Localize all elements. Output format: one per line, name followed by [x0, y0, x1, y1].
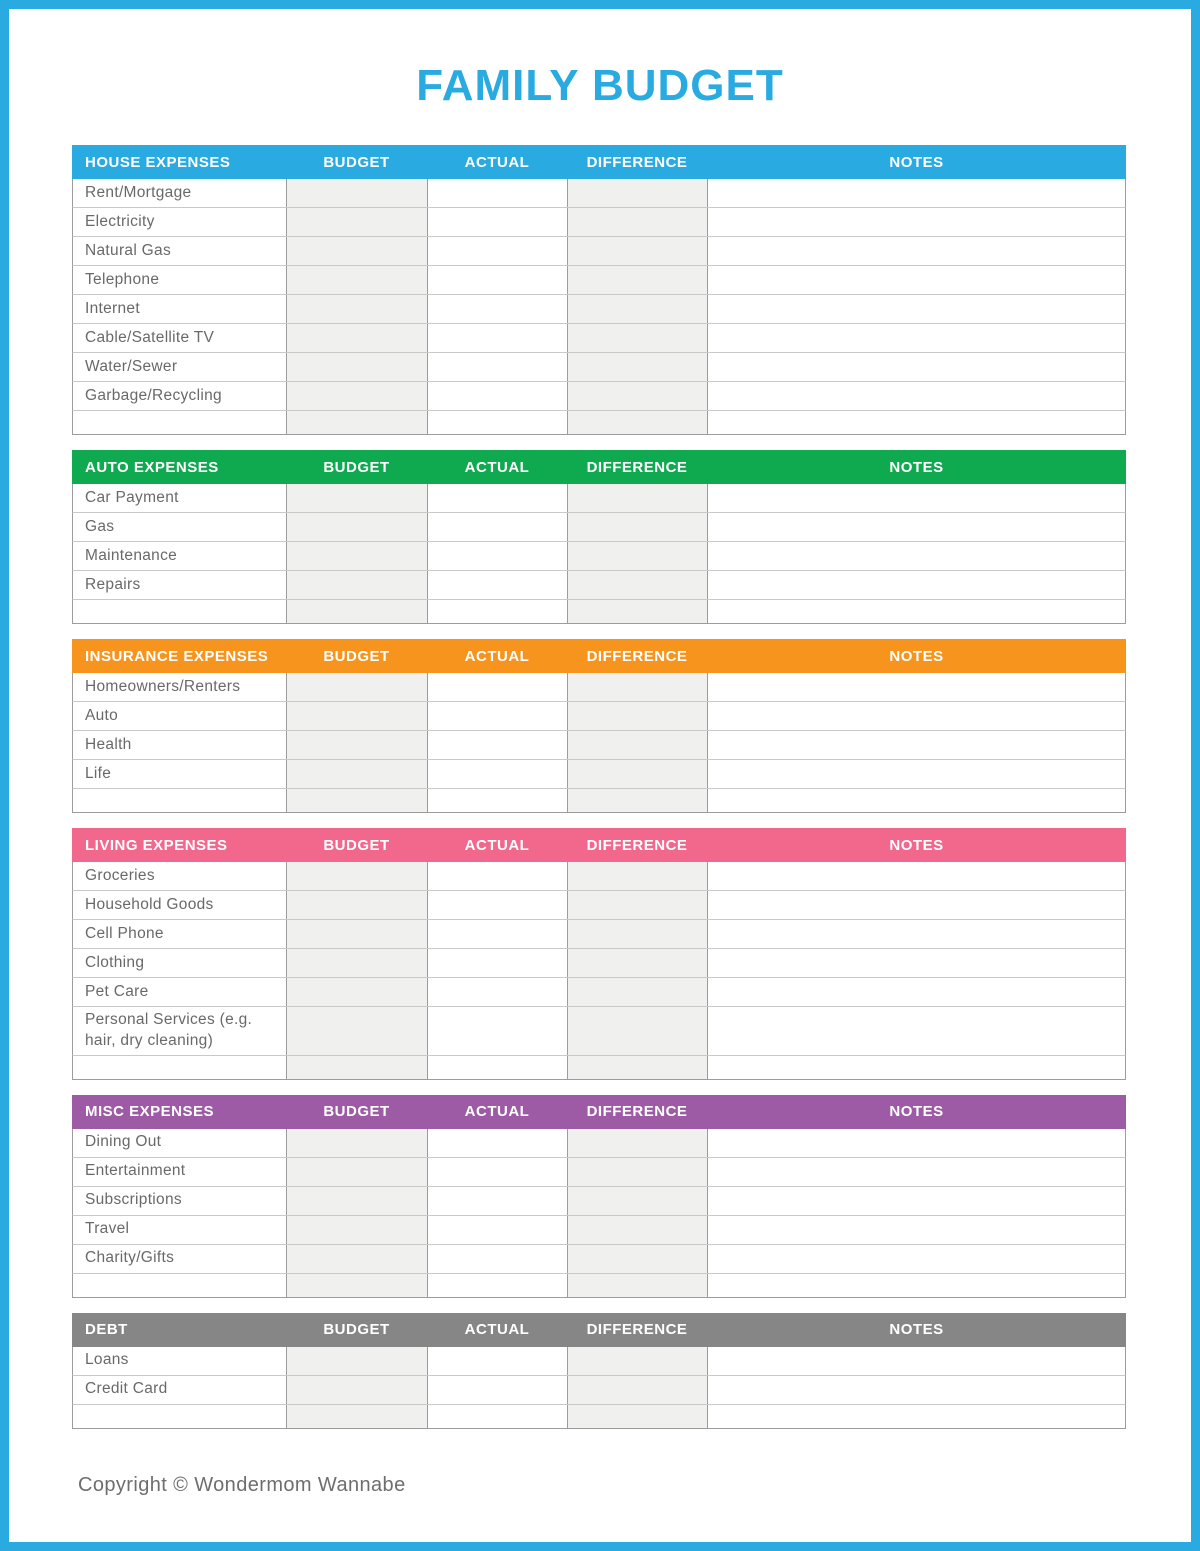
- budget-sections: [72, 145, 1126, 1429]
- difference-cell: [568, 1056, 708, 1079]
- actual-cell: [428, 513, 568, 541]
- section-auto-expenses: [72, 450, 1126, 624]
- actual-cell: [428, 731, 568, 759]
- table-row: [72, 1347, 1126, 1376]
- table-row: [72, 702, 1126, 731]
- column-header-notes: NOTES: [889, 1321, 944, 1339]
- actual-cell: [428, 1056, 568, 1079]
- difference-cell: [568, 484, 708, 512]
- section-title: LIVING EXPENSES: [85, 836, 228, 854]
- column-header-notes: NOTES: [889, 1103, 944, 1121]
- actual-cell: [428, 1129, 568, 1157]
- actual-cell: [428, 542, 568, 570]
- expense-label: Entertainment: [73, 1158, 287, 1186]
- empty-row: [72, 600, 1126, 624]
- budget-cell: [287, 731, 428, 759]
- budget-cell: [287, 978, 428, 1006]
- expense-label: Car Payment: [73, 484, 287, 512]
- budget-cell: [287, 1274, 428, 1297]
- expense-label: Internet: [73, 295, 287, 323]
- expense-label: Health: [73, 731, 287, 759]
- difference-cell: [568, 1347, 708, 1375]
- notes-cell: [708, 266, 1125, 294]
- column-header-actual: ACTUAL: [464, 647, 530, 665]
- difference-cell: [568, 571, 708, 599]
- notes-cell: [708, 949, 1125, 977]
- difference-cell: [568, 513, 708, 541]
- difference-cell: [568, 1187, 708, 1215]
- budget-cell: [287, 891, 428, 919]
- expense-label: [73, 1405, 287, 1428]
- difference-cell: [568, 978, 708, 1006]
- budget-cell: [287, 324, 428, 352]
- table-row: [72, 513, 1126, 542]
- actual-cell: [428, 1347, 568, 1375]
- expense-label: Personal Services (e.g. hair, dry cleaning): [73, 1007, 287, 1055]
- expense-label: Homeowners/Renters: [73, 673, 287, 701]
- empty-row: [72, 1274, 1126, 1298]
- column-header-budget: BUDGET: [323, 1103, 390, 1121]
- section-header: [72, 828, 1126, 862]
- notes-cell: [708, 1376, 1125, 1404]
- section-title: AUTO EXPENSES: [85, 458, 219, 476]
- budget-cell: [287, 382, 428, 410]
- empty-row: [72, 789, 1126, 813]
- budget-cell: [287, 295, 428, 323]
- difference-cell: [568, 702, 708, 730]
- budget-cell: [287, 1245, 428, 1273]
- budget-cell: [287, 571, 428, 599]
- notes-cell: [708, 513, 1125, 541]
- column-header-difference: DIFFERENCE: [586, 153, 688, 171]
- table-row: [72, 295, 1126, 324]
- budget-cell: [287, 862, 428, 890]
- table-row: [72, 978, 1126, 1007]
- budget-cell: [287, 1347, 428, 1375]
- expense-label: [73, 1274, 287, 1297]
- section-title: INSURANCE EXPENSES: [85, 647, 269, 665]
- notes-cell: [708, 673, 1125, 701]
- budget-cell: [287, 673, 428, 701]
- notes-cell: [708, 411, 1125, 434]
- budget-cell: [287, 411, 428, 434]
- budget-cell: [287, 1405, 428, 1428]
- notes-cell: [708, 382, 1125, 410]
- column-header-notes: NOTES: [889, 647, 944, 665]
- column-header-budget: BUDGET: [323, 647, 390, 665]
- column-header-notes: NOTES: [889, 458, 944, 476]
- table-row: [72, 1129, 1126, 1158]
- difference-cell: [568, 1216, 708, 1244]
- expense-label: Loans: [73, 1347, 287, 1375]
- difference-cell: [568, 266, 708, 294]
- budget-cell: [287, 1216, 428, 1244]
- copyright-text: Copyright © Wondermom Wannabe: [78, 1473, 406, 1496]
- section-header: [72, 1095, 1126, 1129]
- budget-cell: [287, 1129, 428, 1157]
- expense-label: Credit Card: [73, 1376, 287, 1404]
- actual-cell: [428, 353, 568, 381]
- actual-cell: [428, 1245, 568, 1273]
- notes-cell: [708, 1158, 1125, 1186]
- notes-cell: [708, 600, 1125, 623]
- notes-cell: [708, 324, 1125, 352]
- notes-cell: [708, 891, 1125, 919]
- notes-cell: [708, 1187, 1125, 1215]
- section-title: MISC EXPENSES: [85, 1103, 215, 1121]
- budget-cell: [287, 353, 428, 381]
- table-row: [72, 920, 1126, 949]
- expense-label: Auto: [73, 702, 287, 730]
- budget-cell: [287, 600, 428, 623]
- column-header-budget: BUDGET: [323, 153, 390, 171]
- actual-cell: [428, 789, 568, 812]
- notes-cell: [708, 295, 1125, 323]
- actual-cell: [428, 978, 568, 1006]
- budget-cell: [287, 266, 428, 294]
- notes-cell: [708, 731, 1125, 759]
- budget-cell: [287, 208, 428, 236]
- expense-label: Cell Phone: [73, 920, 287, 948]
- expense-label: Life: [73, 760, 287, 788]
- section-title: HOUSE EXPENSES: [85, 153, 231, 171]
- table-row: [72, 731, 1126, 760]
- column-header-actual: ACTUAL: [464, 153, 530, 171]
- actual-cell: [428, 179, 568, 207]
- section-header: [72, 450, 1126, 484]
- notes-cell: [708, 1129, 1125, 1157]
- difference-cell: [568, 208, 708, 236]
- section-living-expenses: [72, 828, 1126, 1080]
- actual-cell: [428, 571, 568, 599]
- column-header-actual: ACTUAL: [464, 1321, 530, 1339]
- budget-cell: [287, 1158, 428, 1186]
- expense-label: Groceries: [73, 862, 287, 890]
- expense-label: Water/Sewer: [73, 353, 287, 381]
- notes-cell: [708, 208, 1125, 236]
- expense-label: [73, 789, 287, 812]
- actual-cell: [428, 1007, 568, 1055]
- expense-label: Charity/Gifts: [73, 1245, 287, 1273]
- column-header-budget: BUDGET: [323, 458, 390, 476]
- difference-cell: [568, 1405, 708, 1428]
- difference-cell: [568, 179, 708, 207]
- column-header-difference: DIFFERENCE: [586, 647, 688, 665]
- table-row: [72, 571, 1126, 600]
- difference-cell: [568, 1245, 708, 1273]
- expense-label: Telephone: [73, 266, 287, 294]
- notes-cell: [708, 920, 1125, 948]
- table-row: [72, 266, 1126, 295]
- expense-label: Electricity: [73, 208, 287, 236]
- notes-cell: [708, 760, 1125, 788]
- actual-cell: [428, 1376, 568, 1404]
- difference-cell: [568, 731, 708, 759]
- table-row: [72, 1007, 1126, 1056]
- budget-cell: [287, 1056, 428, 1079]
- difference-cell: [568, 862, 708, 890]
- section-house-expenses: [72, 145, 1126, 435]
- table-row: [72, 862, 1126, 891]
- actual-cell: [428, 1187, 568, 1215]
- column-header-difference: DIFFERENCE: [586, 1103, 688, 1121]
- actual-cell: [428, 891, 568, 919]
- column-header-difference: DIFFERENCE: [586, 836, 688, 854]
- actual-cell: [428, 1405, 568, 1428]
- section-header: [72, 639, 1126, 673]
- difference-cell: [568, 382, 708, 410]
- notes-cell: [708, 789, 1125, 812]
- expense-label: Gas: [73, 513, 287, 541]
- table-row: [72, 1216, 1126, 1245]
- table-row: [72, 1376, 1126, 1405]
- section-misc-expenses: [72, 1095, 1126, 1298]
- actual-cell: [428, 484, 568, 512]
- notes-cell: [708, 1274, 1125, 1297]
- table-row: [72, 673, 1126, 702]
- table-row: [72, 760, 1126, 789]
- expense-label: [73, 600, 287, 623]
- table-row: [72, 1245, 1126, 1274]
- actual-cell: [428, 702, 568, 730]
- actual-cell: [428, 1274, 568, 1297]
- notes-cell: [708, 353, 1125, 381]
- difference-cell: [568, 1274, 708, 1297]
- difference-cell: [568, 324, 708, 352]
- budget-cell: [287, 179, 428, 207]
- budget-cell: [287, 484, 428, 512]
- difference-cell: [568, 1376, 708, 1404]
- difference-cell: [568, 1129, 708, 1157]
- actual-cell: [428, 324, 568, 352]
- column-header-budget: BUDGET: [323, 836, 390, 854]
- actual-cell: [428, 760, 568, 788]
- actual-cell: [428, 862, 568, 890]
- expense-label: Garbage/Recycling: [73, 382, 287, 410]
- difference-cell: [568, 600, 708, 623]
- expense-label: Natural Gas: [73, 237, 287, 265]
- expense-label: Cable/Satellite TV: [73, 324, 287, 352]
- notes-cell: [708, 862, 1125, 890]
- budget-cell: [287, 760, 428, 788]
- column-header-difference: DIFFERENCE: [586, 458, 688, 476]
- actual-cell: [428, 949, 568, 977]
- budget-cell: [287, 702, 428, 730]
- column-header-notes: NOTES: [889, 836, 944, 854]
- expense-label: Household Goods: [73, 891, 287, 919]
- expense-label: Repairs: [73, 571, 287, 599]
- column-header-actual: ACTUAL: [464, 1103, 530, 1121]
- budget-cell: [287, 920, 428, 948]
- difference-cell: [568, 411, 708, 434]
- difference-cell: [568, 295, 708, 323]
- expense-label: [73, 1056, 287, 1079]
- notes-cell: [708, 237, 1125, 265]
- notes-cell: [708, 571, 1125, 599]
- difference-cell: [568, 891, 708, 919]
- budget-cell: [287, 513, 428, 541]
- table-row: [72, 542, 1126, 571]
- actual-cell: [428, 295, 568, 323]
- section-insurance-expenses: [72, 639, 1126, 813]
- difference-cell: [568, 760, 708, 788]
- expense-label: Dining Out: [73, 1129, 287, 1157]
- page-title: FAMILY BUDGET: [416, 61, 784, 110]
- column-header-actual: ACTUAL: [464, 458, 530, 476]
- actual-cell: [428, 1158, 568, 1186]
- table-row: [72, 1158, 1126, 1187]
- section-title: DEBT: [85, 1321, 128, 1339]
- difference-cell: [568, 789, 708, 812]
- actual-cell: [428, 208, 568, 236]
- actual-cell: [428, 411, 568, 434]
- difference-cell: [568, 920, 708, 948]
- notes-cell: [708, 542, 1125, 570]
- budget-cell: [287, 1187, 428, 1215]
- table-row: [72, 237, 1126, 266]
- section-header: [72, 145, 1126, 179]
- actual-cell: [428, 237, 568, 265]
- empty-row: [72, 411, 1126, 435]
- notes-cell: [708, 179, 1125, 207]
- notes-cell: [708, 1216, 1125, 1244]
- actual-cell: [428, 673, 568, 701]
- actual-cell: [428, 600, 568, 623]
- section-debt: [72, 1313, 1126, 1429]
- section-header: [72, 1313, 1126, 1347]
- expense-label: Maintenance: [73, 542, 287, 570]
- column-header-actual: ACTUAL: [464, 836, 530, 854]
- actual-cell: [428, 266, 568, 294]
- column-header-notes: NOTES: [889, 153, 944, 171]
- column-header-difference: DIFFERENCE: [586, 1321, 688, 1339]
- expense-label: Subscriptions: [73, 1187, 287, 1215]
- difference-cell: [568, 237, 708, 265]
- table-row: [72, 208, 1126, 237]
- budget-cell: [287, 1007, 428, 1055]
- budget-cell: [287, 789, 428, 812]
- budget-cell: [287, 949, 428, 977]
- actual-cell: [428, 382, 568, 410]
- difference-cell: [568, 353, 708, 381]
- notes-cell: [708, 702, 1125, 730]
- difference-cell: [568, 542, 708, 570]
- table-row: [72, 382, 1126, 411]
- notes-cell: [708, 1056, 1125, 1079]
- difference-cell: [568, 949, 708, 977]
- actual-cell: [428, 1216, 568, 1244]
- expense-label: [73, 411, 287, 434]
- budget-cell: [287, 237, 428, 265]
- expense-label: Rent/Mortgage: [73, 179, 287, 207]
- budget-cell: [287, 1376, 428, 1404]
- expense-label: Pet Care: [73, 978, 287, 1006]
- notes-cell: [708, 1347, 1125, 1375]
- actual-cell: [428, 920, 568, 948]
- column-header-budget: BUDGET: [323, 1321, 390, 1339]
- table-row: [72, 353, 1126, 382]
- notes-cell: [708, 978, 1125, 1006]
- difference-cell: [568, 673, 708, 701]
- table-row: [72, 324, 1126, 353]
- notes-cell: [708, 1007, 1125, 1055]
- notes-cell: [708, 1405, 1125, 1428]
- table-row: [72, 179, 1126, 208]
- empty-row: [72, 1056, 1126, 1080]
- table-row: [72, 1187, 1126, 1216]
- expense-label: Clothing: [73, 949, 287, 977]
- table-row: [72, 949, 1126, 978]
- table-row: [72, 891, 1126, 920]
- notes-cell: [708, 484, 1125, 512]
- expense-label: Travel: [73, 1216, 287, 1244]
- budget-cell: [287, 542, 428, 570]
- difference-cell: [568, 1007, 708, 1055]
- table-row: [72, 484, 1126, 513]
- empty-row: [72, 1405, 1126, 1429]
- notes-cell: [708, 1245, 1125, 1273]
- difference-cell: [568, 1158, 708, 1186]
